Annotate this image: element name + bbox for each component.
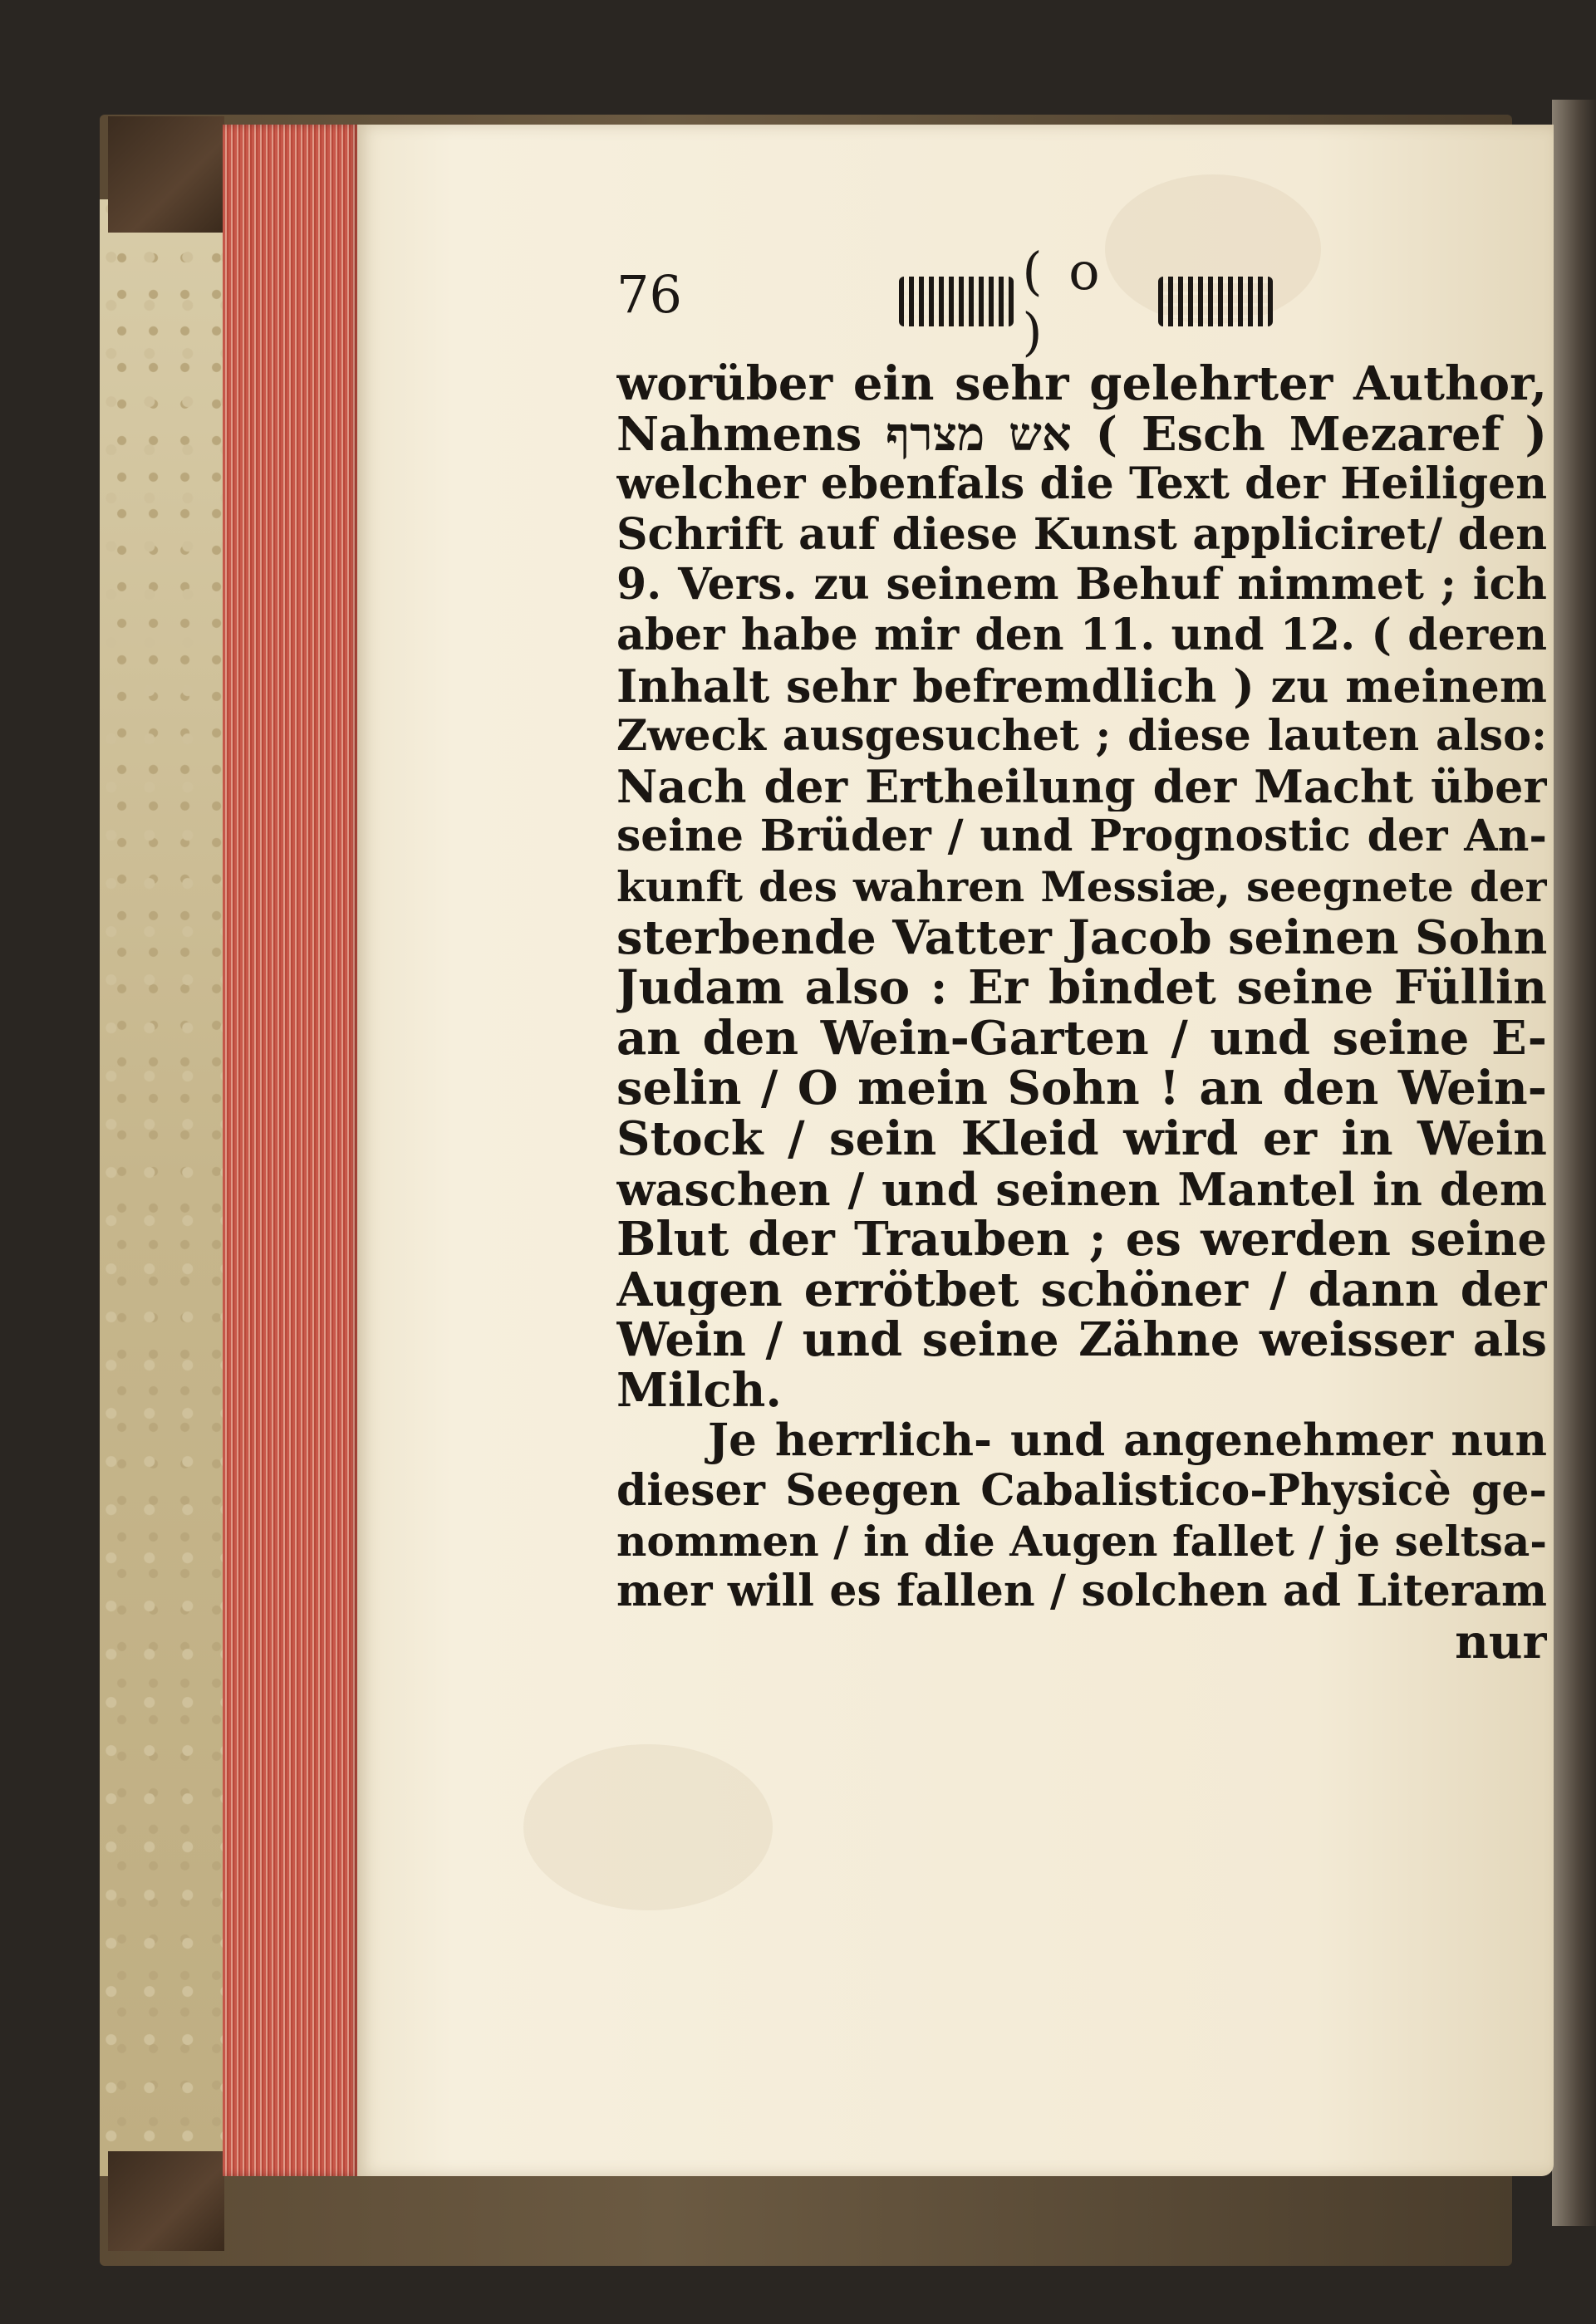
text-line: welcher ebenfals die Text der Heiligen bbox=[616, 459, 1547, 510]
text-line: Augen errötbet schöner / dann der bbox=[616, 1264, 1547, 1316]
left-ornament-icon bbox=[899, 277, 1014, 326]
page-number: 76 bbox=[616, 264, 682, 325]
text-line: sterbende Vatter Jacob seinen Sohn bbox=[616, 912, 1547, 963]
right-ornament-icon bbox=[1158, 277, 1273, 326]
page-body-text bbox=[616, 359, 1547, 1667]
text-line: 9. Vers. zu seinem Behuf nimmet ; ich bbox=[616, 560, 1547, 610]
text-line: dieser Seegen Cabalistico-Physicè ge- bbox=[616, 1466, 1547, 1517]
text-line: kunft des wahren Messiæ, seegnete der bbox=[616, 861, 1547, 911]
text-line: seine Brüder / und Prognostic der An- bbox=[616, 811, 1547, 862]
text-line: selin / O mein Sohn ! an den Wein- bbox=[616, 1063, 1547, 1114]
text-line: Blut der Trauben ; es werden seine bbox=[616, 1214, 1547, 1265]
text-line: Inhalt sehr befremdlich ) zu meinem bbox=[616, 660, 1547, 712]
leather-corner-bottom bbox=[108, 2151, 224, 2251]
text-line: Zweck ausgesuchet ; diese lauten also: bbox=[616, 711, 1547, 762]
text-line: nommen / in die Augen fallet / je seltsa- bbox=[616, 1516, 1547, 1566]
text-line: Judam also : Er bindet seine Füllin bbox=[616, 963, 1547, 1013]
book-spine bbox=[1552, 100, 1596, 2226]
text-line: an den Wein-Garten / und seine E- bbox=[616, 1012, 1547, 1064]
text-line: waschen / und seinen Mantel in dem bbox=[616, 1164, 1547, 1215]
running-head bbox=[616, 241, 1547, 362]
text-line: Nahmens אש מצרף ( Esch Mezaref ) bbox=[616, 409, 1547, 460]
text-line: Schrift auf diese Kunst appliciret/ den bbox=[616, 509, 1547, 560]
text-line: Stock / sein Kleid wird er in Wein bbox=[616, 1113, 1547, 1164]
red-page-edges bbox=[223, 125, 360, 2176]
text-line: aber habe mir den 11. und 12. ( deren bbox=[616, 610, 1547, 660]
text-line: Wein / und seine Zähne weisser als bbox=[616, 1315, 1547, 1365]
header-ornament bbox=[891, 241, 1281, 362]
text-line: Nach der Ertheilung der Macht über bbox=[616, 761, 1547, 812]
text-line: mer will es fallen / solchen ad Literam bbox=[616, 1566, 1547, 1617]
text-line: Je herrlich- und angenehmer nun bbox=[708, 1415, 1547, 1467]
marbled-board bbox=[100, 199, 224, 2176]
header-center-mark: ( o ) bbox=[1022, 241, 1105, 362]
catchword: nur bbox=[1455, 1616, 1547, 1668]
leather-corner-top bbox=[108, 116, 224, 233]
text-line: Milch. bbox=[616, 1365, 782, 1416]
text-line: worüber ein sehr gelehrter Author, bbox=[616, 359, 1547, 409]
